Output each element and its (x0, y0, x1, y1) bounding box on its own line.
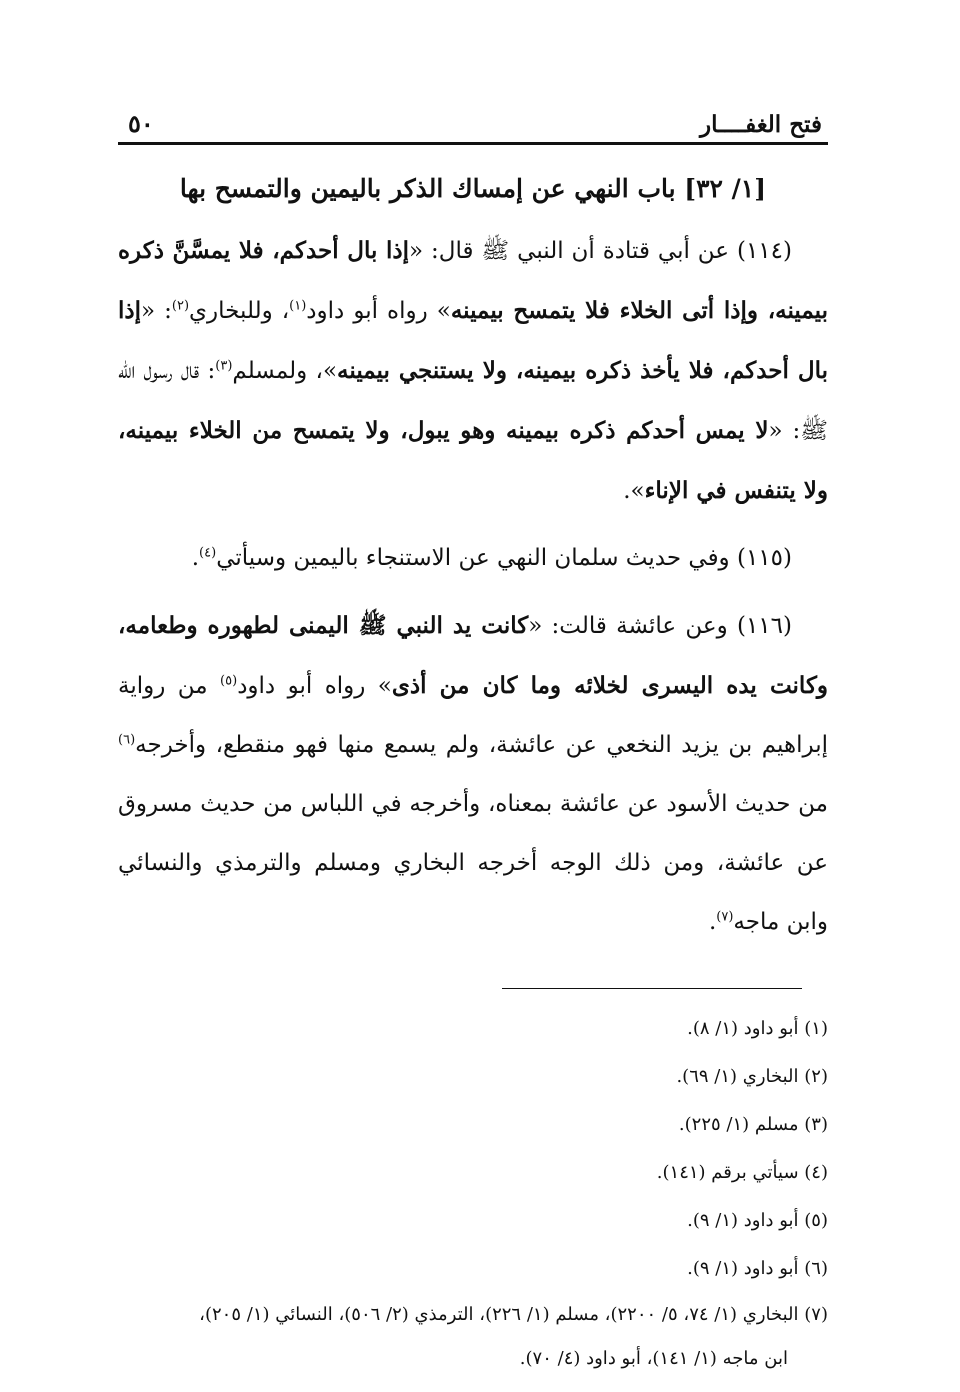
text-run: ». (623, 478, 645, 504)
hadith-quote: لا يمس أحدكم ذكره بيمينه وهو يبول، ولا يتمسح من الخلاء بيمينه، ولا يتنفس في الإناء (118, 417, 828, 504)
running-header (118, 98, 828, 138)
hadith-quote: كانت يد النبي ﷺ اليمنى لطهوره وطعامه، وكانت يده اليسرى لخلائه وما كان من أذى (118, 612, 828, 699)
text-run: من حديث الأسود عن عائشة بمعناه، وأخرجه في اللباس من حديث مسروق عن عائشة، ومن ذلك الوجه أخرجه البخاري ومسلم والترمذي والنسائي وابن ماجه (118, 791, 828, 935)
text-run: (١١٤) عن أبي قتادة أن النبي ﷺ قال: « (409, 238, 792, 264)
footnote-7-line-1: (٧) البخاري (١/ ٧٤، ٥/ ٢٢٠٠)، مسلم (١/ ٢٢٦)، الترمذي (٢/ ٥٠٦)، النسائي (١/ ٢٠٥)، (199, 1304, 828, 1325)
book-title: فتح الغفــــار (700, 111, 822, 138)
footnote-ref: (٣) (215, 358, 233, 374)
text-run: (١١٥) وفي حديث سلمان النهي عن الاستنجاء باليمين وسيأتي (216, 545, 792, 571)
footnote-6: (٦) أبو داود (١/ ٩). (687, 1258, 828, 1279)
footnote-ref: (٦) (118, 732, 136, 748)
text-run: . (191, 545, 200, 571)
header-rule (118, 142, 828, 145)
text-run: (١١٦) وعن عائشة قالت: « (528, 613, 792, 639)
footnote-4: (٤) سيأتي برقم (١٤١). (656, 1162, 828, 1183)
footnote-ref: (٥) (220, 673, 238, 689)
text-run: ، وللبخاري (189, 298, 290, 324)
footnote-5: (٥) أبو داود (١/ ٩). (687, 1210, 828, 1231)
hadith-114 (118, 221, 828, 521)
footnote-rule (502, 988, 802, 989)
text-run: . (708, 909, 717, 935)
page-number: ٥٠ (128, 109, 154, 138)
text-run: من رواية إبراهيم بن يزيد النخعي عن عائشة، ولم يسمع منها فهو منقطع، وأخرجه (118, 673, 828, 758)
footnote-3: (٣) مسلم (١/ ٢٢٥). (678, 1114, 828, 1135)
footnote-2: (٢) البخاري (١/ ٦٩). (676, 1066, 828, 1087)
hadith-115 (118, 529, 828, 588)
footnote-7-line-2: ابن ماجه (١/ ١٤١)، أبو داود (٤/ ٧٠). (519, 1348, 788, 1369)
text-run: : « (141, 298, 172, 324)
hadith-quote: إذا بال أحدكم، فلا يمسَّنَّ ذكره بيمينه، وإذا أتى الخلاء فلا يتمسح بيمينه (118, 237, 828, 324)
footnote-ref: (٤) (199, 545, 217, 561)
text-run: : قال رسول الله ﷺ: « (118, 358, 828, 444)
book-page (118, 98, 828, 1381)
chapter-title: [١/ ٣٢] باب النهي عن إمساك الذكر باليمين والتمسح بها (179, 174, 767, 203)
footnote-7 (118, 1293, 828, 1381)
footnote-ref: (١) (289, 298, 307, 314)
text-run: » رواه أبو داود (237, 673, 392, 699)
text-run: »، ولمسلم (232, 358, 338, 384)
footnotes (118, 1005, 828, 1381)
hadith-quote: إذا بال أحدكم، فلا يأخذ ذكره بيمينه، ولا يستنجي بيمينه (118, 297, 828, 384)
footnote-ref: (٢) (171, 298, 190, 314)
main-text (118, 221, 828, 952)
text-run: » رواه أبو داود (306, 298, 451, 324)
footnote-ref: (٧) (716, 909, 734, 925)
footnote-1: (١) أبو داود (١/ ٨). (687, 1018, 828, 1039)
hadith-116 (118, 596, 828, 952)
